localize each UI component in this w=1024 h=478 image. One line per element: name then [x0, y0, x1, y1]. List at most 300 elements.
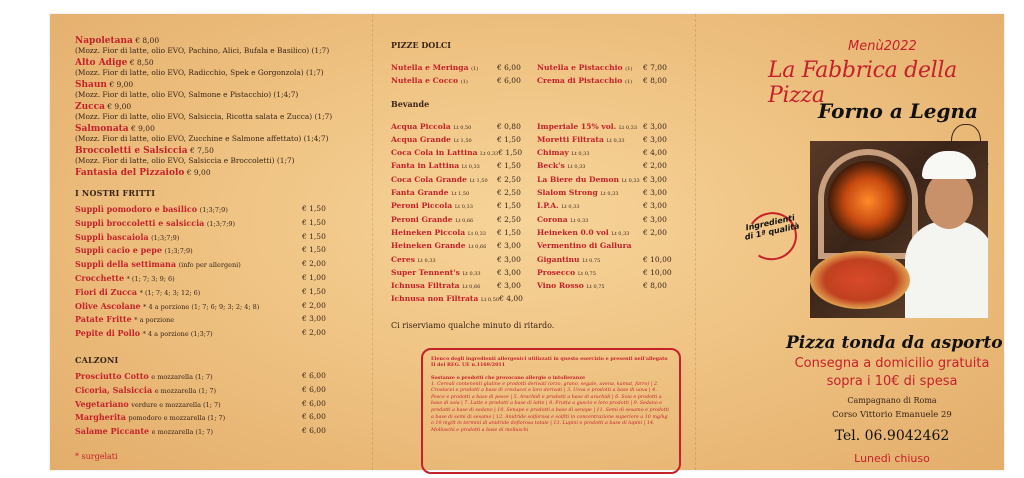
item-name-cell [391, 240, 497, 253]
item-size: Lt 0,50 [481, 297, 500, 304]
allergen-body: 1. Cereali contenenti glutine e prodotti derivati (orzo, grano, segale, avena, kamut, farro) | 2. Crostacei e prodotti a base di crostacei e loro derivati | 3. Uova e prodotti a base di uova | 4. Pesce e prodotti a base di pesce | 5. Arachidi e prodotti a base di arachidi | 6. Soia e prodotti a base di soia | 7. Latte e prodotti a base di latte | 8. Frutta a guscio e loro prodotti | 9. Sedano e prodotti a base di sedano | 10. Senape e prodotti a base di senape | 11. Semi di sesamo e prodotti a base di semi di sesamo | 12. Anidride solforosa e solfiti in concentrazione superiore a 10 mg/kg o 10 mg/lt in termini di anidride dofiorosa totale | 13. Lupini e prodotti a base di lupini | 14. Molluschi e prodotti a base di molluschi [431, 381, 670, 433]
item-name-cell [537, 62, 643, 75]
bevande-cols [391, 121, 697, 307]
item-size: Lt 1,50 [451, 191, 470, 198]
item-size: Lt 0,33 [600, 191, 619, 198]
item-size: Lt 0,33 [621, 177, 640, 184]
item-price: € 3,00 [497, 281, 521, 291]
item-price: € 1,50 [302, 245, 326, 255]
pizza-name: Broccoletti e Salsiccia [75, 146, 188, 156]
item-price: € 1,50 [497, 201, 521, 211]
item-name: Peroni Piccola [391, 201, 453, 211]
item-price: € 3,00 [497, 267, 521, 277]
item-price: € 1,50 [302, 204, 326, 213]
item-size: Lt 0,33 [461, 164, 480, 171]
list-item [537, 227, 683, 240]
item-size: Lt 0,66 [468, 244, 487, 251]
item-name: Gigantinu [537, 254, 580, 264]
item-name: Pepite di Pollo [75, 328, 141, 339]
item-price: € 10,00 [643, 267, 672, 277]
pizza-line [75, 36, 370, 46]
list-item [391, 174, 537, 187]
stamp-text: Ingredienti di 1ª qualità [743, 213, 801, 242]
item-price: € 1,50 [302, 231, 326, 241]
item-name-cell [537, 280, 643, 293]
item-name-cell [391, 227, 497, 240]
item-name-cell [537, 254, 643, 267]
pizza-desc: (Mozz. Fior di latte, olio EVO, Salsiccia e Broccoletti) (1;7) [75, 156, 295, 165]
pizza-item [75, 146, 370, 165]
item-name-cell [391, 254, 497, 267]
item-price: € 6,00 [302, 384, 326, 394]
item-name-cell [537, 121, 643, 134]
item-name: Olive Ascolane [75, 300, 141, 311]
list-item [391, 227, 537, 240]
item-size: (1) [460, 79, 468, 86]
list-item [75, 258, 370, 272]
list-item [537, 267, 683, 280]
item-size: Lt 0,33 [417, 257, 436, 264]
pizza-price: € 7,50 [190, 146, 214, 155]
item-name-cell [537, 227, 643, 240]
item-price: € 10,00 [643, 254, 672, 264]
item-name-cell [391, 160, 497, 173]
item-size: Lt 0,33 [606, 137, 625, 144]
item-name: Corona [537, 214, 568, 224]
sopra-text: sopra i 10€ di spesa [826, 374, 958, 389]
item-name: Chimay [537, 148, 569, 158]
item-desc: (1;3;7;9) [151, 233, 180, 242]
pizza-line [75, 146, 370, 156]
list-item [75, 384, 370, 398]
item-name-cell [75, 398, 302, 412]
item-name: Crocchette [75, 272, 125, 283]
list-item [391, 200, 537, 213]
item-size: Lt 0,66 [455, 217, 474, 224]
item-price: € 1,50 [497, 227, 521, 237]
item-name: Prosciutto Cotto [75, 370, 149, 381]
list-item [75, 231, 370, 245]
item-price: € 6,00 [497, 63, 521, 72]
item-size: Lt 0,75 [582, 257, 601, 264]
item-name-cell [537, 75, 643, 88]
list-item [391, 160, 537, 173]
list-item [537, 160, 683, 173]
chef-hat [922, 151, 976, 179]
pizza-item [75, 58, 370, 77]
list-item [391, 240, 537, 253]
pizza-price: € 8,50 [129, 58, 154, 67]
item-name-cell [537, 160, 643, 173]
item-price: € 2,00 [302, 328, 326, 338]
item-name-cell [75, 258, 302, 272]
chef-body [905, 221, 988, 318]
item-price: € 2,00 [643, 227, 667, 237]
item-name: Crema di Pistacchio [537, 76, 623, 86]
item-size: Lt 0,33 [462, 270, 481, 277]
forno-title: Forno a Legna [818, 99, 979, 123]
panel-pizze [50, 14, 370, 470]
pizza-desc: (Mozz. Fior di latte, olio EVO, Pachino, Alici, Bufala e Basilico) (1;7) [75, 46, 330, 55]
item-size: Lt 1,50 [453, 137, 472, 144]
menu-sheet [50, 14, 1004, 470]
surgelati-note: * surgelati [75, 451, 118, 461]
list-item [75, 398, 370, 412]
item-size: Lt 0,33 [618, 124, 638, 131]
item-name-cell [391, 214, 497, 227]
item-name: Coca Cola Grande [391, 174, 467, 184]
item-price: € 2,50 [497, 214, 521, 224]
item-price: € 4,00 [499, 294, 523, 304]
item-desc: * 4 a porzione (1; 7; 6; 9; 3; 2; 4; 8) [143, 302, 260, 311]
item-name: Super Tennent's [391, 267, 460, 277]
item-size: Lt 0,33 [561, 204, 580, 211]
bevande-title: Bevande [391, 98, 430, 109]
list-item [75, 411, 370, 425]
item-price: € 1,50 [497, 134, 521, 144]
item-price: € 1,50 [497, 161, 521, 171]
item-name-cell [391, 62, 497, 75]
item-name-cell [537, 200, 643, 213]
pizza-item [75, 36, 370, 55]
item-name: Prosecco [537, 267, 576, 277]
item-desc: (1;3;7;9) [206, 219, 236, 228]
wait-note: Ci riserviamo qualche minuto di ritardo. [391, 320, 555, 330]
item-size: Lt 0,33 [571, 151, 590, 158]
item-name: Heineken 0.0 vol [537, 227, 609, 237]
calzoni-title: CALZONI [75, 354, 119, 365]
dolci-cols [391, 62, 697, 89]
item-price: € 3,00 [643, 121, 667, 131]
item-desc: * a porzione [134, 316, 175, 325]
pizza-line [75, 124, 370, 134]
item-name-cell [391, 147, 498, 160]
list-item [75, 313, 370, 327]
pizza-line [75, 168, 370, 178]
pizza-item [75, 124, 370, 143]
item-name: Coca Cola in Lattina [391, 148, 478, 158]
item-price: € 6,00 [302, 370, 326, 380]
fritti-list [75, 203, 370, 341]
item-name-cell [391, 293, 499, 306]
list-item [75, 217, 370, 231]
item-desc: * (1; 7; 3; 9; 6) [126, 274, 175, 283]
item-name-cell [391, 200, 497, 213]
item-name: Supplì cacio e pepe [75, 245, 162, 256]
item-price: € 6,00 [302, 412, 326, 422]
allergen-header: Elenco degli ingredienti allergenici utilizzati in questo esercizio e presenti nell'allegato II del REG. UE n.1169/2011 [431, 355, 668, 369]
pizza-image [810, 251, 910, 309]
item-name: Vino Rosso [537, 281, 584, 291]
item-name-cell [75, 370, 302, 384]
bevande-right [537, 121, 683, 307]
item-name: Ichnusa Filtrata [391, 281, 460, 291]
pizza-name: Shaun [75, 80, 107, 90]
item-price: € 1,50 [302, 286, 326, 296]
pizza-desc: (Mozz. Fior di latte, olio EVO, Salmone e Pistacchio) (1;4;7) [75, 90, 299, 99]
item-name-cell [75, 217, 302, 231]
item-name: Acqua Grande [391, 134, 451, 144]
item-size: Lt 0,33 [454, 204, 473, 211]
item-name: Supplì della settimana [75, 259, 177, 270]
item-name: Patate Fritte [75, 314, 132, 325]
list-item [391, 62, 537, 75]
list-item [391, 187, 537, 200]
item-name: Margherita [75, 412, 126, 423]
menu-year: Menù2022 [848, 39, 917, 54]
pizza-price: € 9,00 [107, 102, 132, 111]
item-size: Lt 0,33 [480, 151, 499, 158]
item-price: € 1,50 [498, 148, 523, 158]
allergen-subheader: Sostanze o prodotti che provocano allergie o intolleranze [431, 374, 586, 381]
list-item [537, 200, 683, 213]
item-name-cell [75, 425, 302, 439]
phone-number[interactable]: Tel. 06.9042462 [834, 428, 950, 444]
item-name: Ceres [391, 254, 415, 264]
dolci-left [391, 62, 537, 89]
item-name: Supplì bascaiola [75, 231, 149, 242]
pizza-desc: (Mozz. Fior di latte, olio EVO, Zucchine e Salmone affettato) (1;4;7) [75, 134, 329, 143]
pizza-line [75, 80, 370, 90]
pizza-name: Alto Adige [75, 58, 128, 68]
item-price: € 3,00 [497, 241, 521, 251]
list-item [391, 267, 537, 280]
item-desc: (info per allergeni) [178, 261, 241, 270]
item-desc: pomodoro e mozzarella (1; 7) [128, 414, 226, 423]
panel-dolci-bevande [377, 14, 697, 470]
item-price: € 2,00 [302, 300, 326, 310]
item-price [643, 240, 683, 253]
item-desc: (1;3;7;9) [164, 247, 193, 256]
item-price: € 3,00 [643, 214, 667, 224]
item-name-cell [75, 272, 302, 286]
item-desc: e mozzarella (1; 7) [151, 428, 214, 437]
list-item [537, 240, 683, 253]
pizza-desc: (Mozz. Fior di latte, olio EVO, Salsiccia, Ricotta salata e Zucca) (1;7) [75, 112, 333, 121]
item-desc: e mozzarella (1; 7) [154, 386, 217, 395]
item-name-cell [537, 267, 643, 280]
brand-name: La Fabbrica della Pizza [768, 58, 957, 108]
item-price: € 7,00 [643, 63, 667, 72]
item-desc: * 4 a porzione (1;3;7) [142, 330, 213, 339]
list-item [75, 286, 370, 300]
item-name: Acqua Piccola [391, 121, 451, 131]
item-name: Cicoria, Salsiccia [75, 384, 153, 395]
pizza-item [75, 102, 370, 121]
list-item [537, 174, 683, 187]
fold-line [372, 14, 373, 470]
list-item [537, 121, 683, 134]
pizza-name: Salmonata [75, 124, 129, 134]
list-item [391, 293, 537, 306]
item-price: € 0,80 [497, 121, 521, 131]
list-item [391, 254, 537, 267]
list-item [391, 280, 537, 293]
item-price: € 4,00 [643, 148, 667, 158]
item-price: € 6,00 [302, 426, 326, 436]
item-name: Supplì broccoletti e salsiccia [75, 217, 205, 228]
address: Corso Vittorio Emanuele 29 [832, 410, 952, 420]
pizza-name: Zucca [75, 102, 105, 112]
list-item [391, 214, 537, 227]
item-name-cell [75, 203, 302, 217]
list-item [537, 280, 683, 293]
pizza-name: Fantasia del Pizzaiolo [75, 168, 185, 178]
city: Campagnano di Roma [847, 396, 937, 405]
item-name-cell [391, 267, 497, 280]
item-name-cell [75, 313, 302, 327]
item-name: Moretti Filtrata [537, 134, 604, 144]
item-name-cell [537, 147, 643, 160]
item-price: € 6,00 [302, 398, 326, 408]
item-size: Lt 0,50 [453, 124, 472, 131]
asporto-title: Pizza tonda da asporto [786, 333, 1003, 353]
item-price: € 3,00 [302, 314, 326, 324]
item-size: Lt 0,66 [462, 284, 481, 291]
list-item [537, 214, 683, 227]
list-item [75, 327, 370, 341]
consegna-text: Consegna a domicilio gratuita [794, 356, 990, 371]
item-name: Nutella e Meringa [391, 63, 469, 72]
item-name-cell [75, 411, 302, 425]
item-price: € 3,00 [643, 134, 667, 144]
item-name-cell [391, 134, 497, 147]
fritti-title: I NOSTRI FRITTI [75, 188, 156, 198]
list-item [391, 121, 537, 134]
list-item [391, 134, 537, 147]
pizza-price: € 8,00 [135, 36, 160, 45]
pizza-line [75, 58, 370, 68]
item-name-cell [75, 286, 302, 300]
item-name: Ichnusa non Filtrata [391, 294, 479, 304]
allergen-box [421, 348, 681, 474]
item-name: Fanta Grande [391, 188, 449, 198]
item-price: € 3,00 [643, 174, 667, 184]
list-item [75, 272, 370, 286]
item-name-cell [75, 300, 302, 314]
item-size: (1) [625, 79, 633, 86]
list-item [537, 62, 683, 75]
item-name: Supplì pomodoro e basilico [75, 204, 198, 214]
list-item [391, 147, 537, 160]
item-name: Heineken Piccola [391, 227, 466, 237]
item-name: La Biere du Demon [537, 174, 620, 184]
item-name-cell [537, 240, 643, 253]
item-name: Heineken Grande [391, 241, 466, 251]
quality-stamp [740, 205, 806, 268]
dolci-title: PIZZE DOLCI [391, 40, 451, 50]
pizza-name: Napoletana [75, 36, 133, 46]
item-name: Beck's [537, 161, 565, 171]
list-item [75, 300, 370, 314]
item-price: € 1,50 [302, 217, 326, 227]
item-name-cell [537, 214, 643, 227]
list-item [537, 254, 683, 267]
item-name-cell [391, 280, 497, 293]
oven-fire [828, 161, 908, 241]
item-size: Lt 0,33 [567, 164, 586, 171]
chef-photo [810, 141, 988, 318]
item-price: € 3,00 [643, 201, 667, 211]
item-price: € 3,00 [643, 188, 667, 198]
item-name-cell [537, 174, 643, 187]
item-name: Vermentino di Gallura [537, 241, 632, 251]
pizza-desc: (Mozz. Fior di latte, olio EVO, Radicchio, Spek e Gorgonzola) (1;7) [75, 68, 324, 77]
item-price: € 1,00 [302, 272, 326, 282]
item-size: Lt 0,75 [586, 284, 605, 291]
pizza-price: € 9,00 [186, 168, 211, 177]
item-price: € 8,00 [643, 281, 667, 291]
list-item [391, 75, 537, 88]
pizza-item [75, 80, 370, 99]
pizza-line [75, 102, 370, 112]
item-price: € 6,00 [497, 76, 521, 86]
item-price: € 3,00 [497, 254, 521, 264]
list-item [537, 134, 683, 147]
item-name-cell [391, 121, 497, 134]
item-name-cell [75, 231, 302, 245]
item-desc: (1;3;7;9) [199, 206, 228, 214]
item-desc: * (1; 7; 4; 3; 12; 6) [139, 288, 201, 297]
dolci-right [537, 62, 683, 89]
item-price: € 2,00 [302, 259, 326, 269]
closing-day: Lunedì chiuso [854, 452, 930, 465]
item-name-cell [75, 244, 302, 258]
item-price: € 2,50 [497, 174, 521, 184]
calzoni-list [75, 370, 370, 439]
item-price: € 2,50 [497, 188, 521, 198]
list-item [537, 147, 683, 160]
item-name: Nutella e Pistacchio [537, 63, 623, 72]
item-name: Nutella e Cocco [391, 76, 459, 86]
item-size: (1) [471, 66, 479, 72]
item-name: Peroni Grande [391, 214, 453, 224]
bevande-left [391, 121, 537, 307]
pizza-price: € 9,00 [131, 124, 155, 133]
item-size: Lt 0,33 [467, 230, 486, 237]
item-desc: e mozzarella (1; 7) [151, 372, 213, 381]
item-name: Fanta in Lattina [391, 161, 460, 171]
chef-head [925, 171, 973, 229]
panel-cover [700, 14, 1004, 470]
item-size: Lt 1,50 [469, 177, 488, 184]
item-desc: verdure e mozzarella (1; 7) [131, 400, 221, 409]
item-size: Lt 0,33 [611, 230, 630, 237]
item-name-cell [537, 187, 643, 200]
item-size: (1) [625, 66, 633, 72]
list-item [75, 244, 370, 258]
list-item [75, 425, 370, 439]
item-name-cell [391, 187, 497, 200]
item-name-cell [537, 134, 643, 147]
list-item [537, 75, 683, 88]
list-item [75, 370, 370, 384]
pizza-item [75, 168, 370, 178]
item-name: Slalom Strong [537, 188, 598, 198]
item-name: Fiori di Zucca [75, 286, 138, 297]
item-price: € 2,00 [643, 161, 667, 171]
item-size: Lt 0,75 [577, 270, 596, 277]
list-item [537, 187, 683, 200]
item-name: I.P.A. [537, 201, 559, 211]
pizza-list [75, 36, 370, 178]
item-size: Lt 0,33 [570, 217, 589, 224]
item-name-cell [391, 174, 497, 187]
item-name: Vegetariano [75, 398, 129, 409]
item-name-cell [75, 327, 302, 341]
item-price: € 8,00 [643, 76, 667, 86]
item-name: Imperiale 15% vol. [537, 121, 617, 131]
